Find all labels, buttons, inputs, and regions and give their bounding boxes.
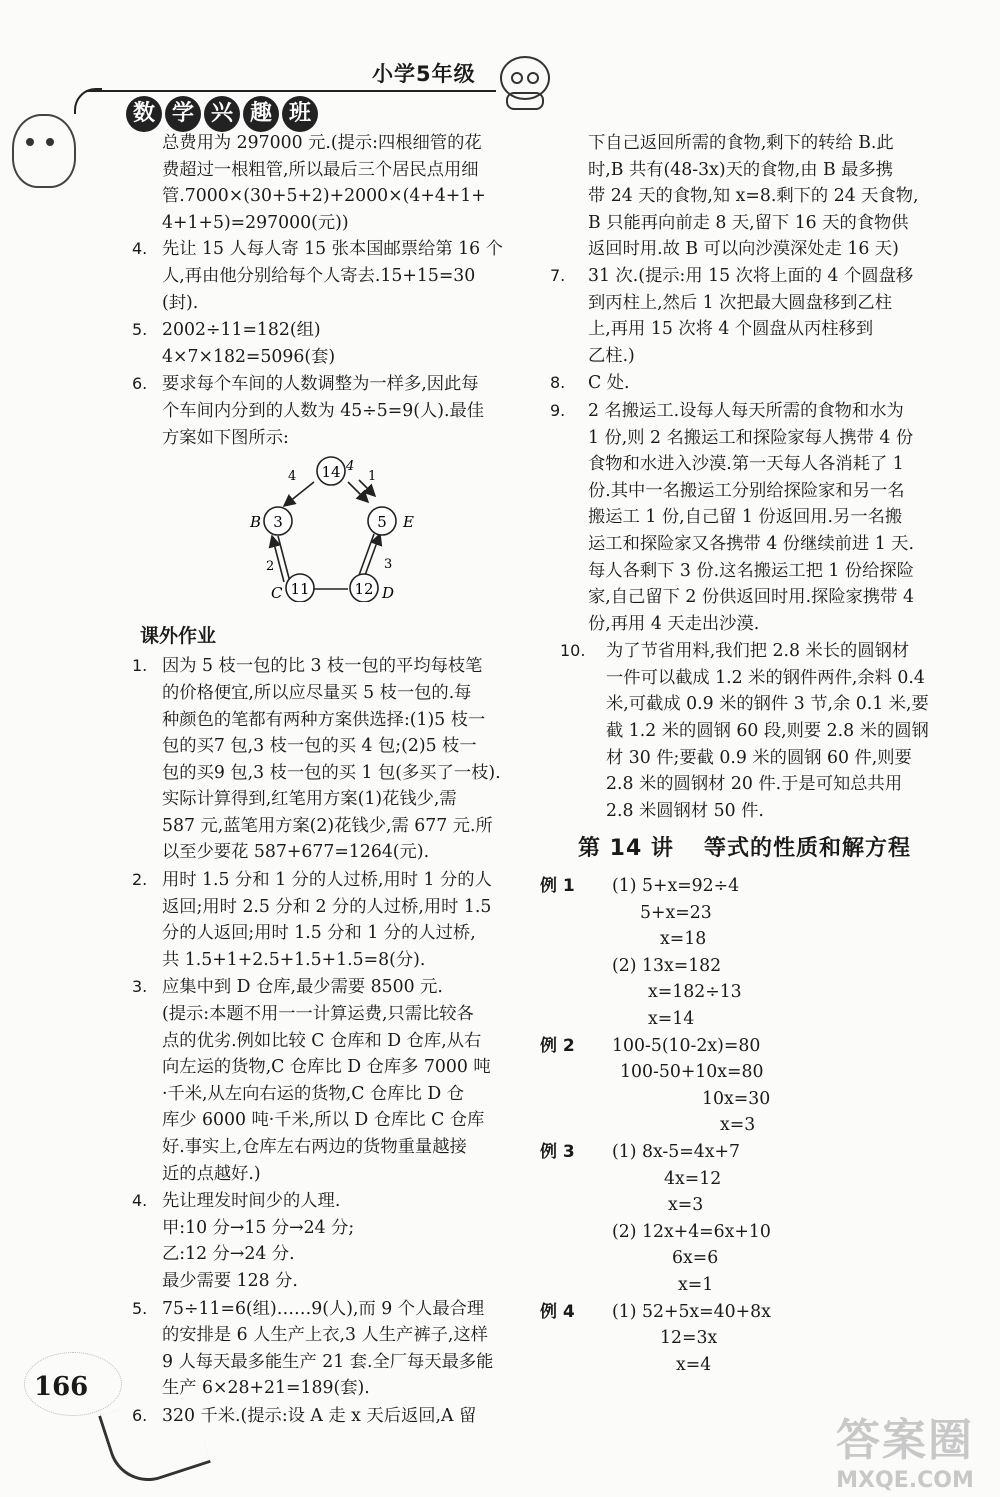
text-line: 好.事实上,仓库左右两边的货物重量越接 bbox=[162, 1137, 467, 1157]
equation-line: x=182÷13 bbox=[648, 982, 742, 1003]
lecture-heading bbox=[578, 836, 946, 863]
node-letter: E bbox=[403, 513, 414, 532]
page-number: 166 bbox=[34, 1372, 89, 1402]
item-number: 7. bbox=[550, 265, 566, 285]
item-number: 2. bbox=[132, 870, 148, 890]
example-label: 例 1 bbox=[540, 876, 575, 897]
text-line: 上,再用 15 次将 4 个圆盘从丙柱移到 bbox=[588, 319, 874, 340]
example-label: 例 2 bbox=[540, 1035, 575, 1056]
text-line: 2 名搬运工.设每人每天所需的食物和水为 bbox=[588, 400, 904, 421]
text-line: 种颜色的笔都有两种方案供选择:(1)5 枝一 bbox=[162, 709, 486, 730]
text-line: 4+1+5)=297000(元)) bbox=[162, 212, 349, 233]
edge-label: 2 bbox=[266, 559, 275, 575]
item-number: 5. bbox=[132, 320, 148, 340]
answer-item-4 bbox=[132, 236, 502, 316]
example-label: 例 4 bbox=[540, 1301, 575, 1322]
text-line: 管.7000×(30+5+2)+2000×(4+4+1+ bbox=[162, 186, 486, 207]
text-line: 75÷11=6(组)……9(人),而 9 个人最合理 bbox=[162, 1298, 485, 1319]
homework-item-4 bbox=[132, 1188, 502, 1294]
answer-item-9 bbox=[550, 398, 946, 637]
example-3 bbox=[540, 1139, 946, 1299]
text-line: 587 元,蓝笔用方案(2)花钱少,需 677 元.所 bbox=[162, 815, 493, 836]
equation-line: x=14 bbox=[648, 1009, 695, 1029]
equation-line: (1) 52+5x=40+8x bbox=[612, 1301, 771, 1322]
text-line: 用时 1.5 分和 1 分的人过桥,用时 1 分的人 bbox=[162, 870, 492, 891]
text-line: 份,再用 4 天走出沙漠. bbox=[588, 613, 760, 634]
watermark bbox=[820, 1404, 990, 1493]
item-number: 8. bbox=[550, 373, 566, 393]
text-line: 共 1.5+1+2.5+1.5+1.5=8(分). bbox=[162, 949, 426, 970]
item-number: 9. bbox=[550, 400, 566, 420]
equation-line: x=1 bbox=[678, 1274, 714, 1295]
equation-line: (1) 5+x=92÷4 bbox=[612, 876, 740, 897]
edge-label: 1 bbox=[368, 469, 377, 485]
equation-line: 12=3x bbox=[660, 1328, 718, 1349]
example-1 bbox=[540, 873, 946, 1033]
header-title bbox=[126, 96, 318, 132]
homework-item-1 bbox=[132, 653, 502, 866]
lecture-number: 第 14 讲 bbox=[578, 836, 674, 862]
cartoon-girl-icon bbox=[12, 114, 76, 188]
text-line: 的价格便宜,所以应尽量买 5 枝一包的.每 bbox=[162, 682, 472, 703]
equation-line: x=3 bbox=[720, 1115, 756, 1136]
text-line: 份.其中一名搬运工分别给探险家和另一名 bbox=[588, 480, 905, 501]
header-title-char: 数 bbox=[126, 96, 162, 132]
text-line: 生产 6×28+21=189(套). bbox=[162, 1378, 370, 1399]
text-line: 时,B 共有(48-3x)天的食物,由 B 最多携 bbox=[588, 159, 894, 180]
answer-item-8 bbox=[550, 370, 946, 397]
text-line: 的安排是 6 人生产上衣,3 人生产裤子,这样 bbox=[162, 1325, 488, 1346]
text-line: 截 1.2 米的圆钢 60 段,则要 2.8 米的圆钢 bbox=[606, 721, 929, 742]
equation-line: (2) 13x=182 bbox=[612, 955, 722, 976]
text-line: 9 人每天最多能生产 21 套.全厂每天最多能 bbox=[162, 1351, 494, 1372]
text-line: 乙柱.) bbox=[588, 345, 635, 366]
text-line: 搬运工 1 份,自己留 1 份返回用.另一名搬 bbox=[588, 507, 903, 528]
text-line: 返回时用.故 B 可以向沙漠深处走 16 天) bbox=[588, 239, 899, 260]
text-line: 乙:12 分→24 分. bbox=[162, 1244, 295, 1265]
section-title-homework: 课外作业 bbox=[140, 624, 217, 647]
text-line: 320 千米.(提示:设 A 走 x 天后返回,A 留 bbox=[162, 1405, 477, 1426]
text-line: 31 次.(提示:用 15 次将上面的 4 个圆盘移 bbox=[588, 265, 914, 286]
text-line: ·千米,从左向右运的货物,C 仓库比 D 仓 bbox=[162, 1083, 464, 1104]
text-line: (封). bbox=[162, 292, 199, 313]
text-line: 近的点越好.) bbox=[162, 1163, 261, 1184]
edge-label: 4 bbox=[288, 469, 297, 485]
homework-item-5 bbox=[132, 1296, 502, 1402]
node-value: 3 bbox=[273, 513, 283, 532]
text-line: C 处. bbox=[588, 373, 630, 394]
text-line: 包的买9 包,3 枝一包的买 1 包(多买了一枝). bbox=[162, 762, 501, 783]
item-number: 6. bbox=[132, 374, 148, 394]
edge-label: 3 bbox=[384, 557, 393, 573]
item-number: 3. bbox=[132, 977, 148, 997]
text-line: 最少需要 128 分. bbox=[162, 1270, 298, 1291]
continued-answer bbox=[132, 130, 502, 236]
node-value: 12 bbox=[354, 580, 374, 599]
text-line: 个车间内分到的人数为 45÷5=9(人).最佳 bbox=[162, 400, 485, 421]
item-number: 5. bbox=[132, 1298, 148, 1318]
text-line: 费超过一根粗管,所以最后三个居民点用细 bbox=[162, 159, 479, 180]
text-line: 2.8 米的圆钢材 20 件.于是可知总共用 bbox=[606, 774, 903, 795]
text-line: 以至少要花 587+677=1264(元). bbox=[162, 842, 430, 863]
watermark-url: MXQE.COM bbox=[836, 1468, 974, 1493]
answer-item-7 bbox=[550, 263, 946, 369]
homework-item-2 bbox=[132, 867, 502, 973]
text-line: 实际计算得到,红笔用方案(1)花钱少,需 bbox=[162, 789, 457, 810]
equation-line: x=3 bbox=[668, 1195, 704, 1216]
item-number: 4. bbox=[132, 1191, 148, 1211]
text-line: 方案如下图所示: bbox=[162, 427, 289, 448]
text-line: 先让 15 人每人寄 15 张本国邮票给第 16 个 bbox=[162, 239, 503, 260]
text-line: 运工和探险家又各携带 4 份继续前进 1 天. bbox=[588, 533, 914, 554]
node-value: 5 bbox=[377, 513, 387, 532]
text-line: (提示:本题不用一一计算运费,只需比较各 bbox=[162, 1004, 474, 1025]
lecture-title: 等式的性质和解方程 bbox=[703, 836, 911, 862]
equation-line: 4x=12 bbox=[664, 1168, 722, 1189]
text-line: B 只能再向前走 8 天,留下 16 天的食物供 bbox=[588, 212, 909, 233]
text-line: 到丙柱上,然后 1 次把最大圆盘移到乙柱 bbox=[588, 292, 892, 313]
item-number: 1. bbox=[132, 656, 148, 676]
text-line: 向左运的货物,C 仓库比 D 仓库多 7000 吨 bbox=[162, 1057, 491, 1078]
answer-item-10 bbox=[550, 638, 946, 824]
diagram-edge bbox=[278, 536, 290, 582]
left-column bbox=[132, 130, 502, 1431]
answer-item-5 bbox=[132, 317, 502, 370]
node-value: 11 bbox=[290, 580, 310, 599]
text-line: 2002÷11=182(组) bbox=[162, 320, 321, 341]
text-line: 家,自己留下 2 份供返回时用.探险家携带 4 bbox=[588, 587, 914, 608]
node-letter: C bbox=[271, 584, 283, 603]
header-title-char: 兴 bbox=[204, 96, 240, 132]
text-line: 返回;用时 2.5 分和 2 分的人过桥,用时 1.5 bbox=[162, 896, 492, 917]
equation-line: 5+x=23 bbox=[640, 902, 712, 923]
text-line: 米,可截成 0.9 米的钢件 3 节,余 0.1 米,要 bbox=[606, 694, 929, 715]
node-letter: D bbox=[382, 584, 395, 603]
text-line: 一件可以截成 1.2 米的钢件两件,余料 0.4 bbox=[606, 667, 925, 688]
text-line: 因为 5 枝一包的比 3 枝一包的平均每枝笔 bbox=[162, 656, 483, 677]
text-line: 总费用为 297000 元.(提示:四根细管的花 bbox=[162, 133, 482, 153]
right-column bbox=[540, 130, 946, 1378]
diagram-arrow bbox=[284, 482, 314, 506]
equation-line: (2) 12x+4=6x+10 bbox=[612, 1221, 771, 1242]
header-title-char: 趣 bbox=[243, 96, 279, 132]
equation-line: 6x=6 bbox=[672, 1248, 719, 1269]
text-line: 带 24 天的食物,知 x=8.剩下的 24 天食物, bbox=[588, 186, 919, 207]
text-line: 库少 6000 吨·千米,所以 D 仓库比 C 仓库 bbox=[162, 1110, 485, 1131]
text-line: 分的人返回;用时 1.5 分和 1 分的人过桥, bbox=[162, 923, 476, 944]
text-line: 应集中到 D 仓库,最少需要 8500 元. bbox=[162, 977, 443, 998]
equation-line: (1) 8x-5=4x+7 bbox=[612, 1141, 740, 1162]
text-line: 4×7×182=5096(套) bbox=[162, 346, 336, 367]
text-line: 先让理发时间少的人理. bbox=[162, 1191, 341, 1212]
equation-line: x=4 bbox=[676, 1354, 712, 1375]
text-line: 点的优劣.例如比较 C 仓库和 D 仓库,从右 bbox=[162, 1030, 482, 1051]
watermark-logo-text: 答案圈 bbox=[836, 1415, 974, 1466]
item-number: 10. bbox=[560, 641, 586, 661]
text-line: 食物和水进入沙漠.第一天每人各消耗了 1 bbox=[588, 454, 904, 475]
text-line: 为了节省用料,我们把 2.8 米长的圆钢材 bbox=[606, 641, 910, 662]
header-grade: 小学5年级 bbox=[372, 62, 476, 86]
text-line: 人,再由他分别给每个人寄去.15+15=30 bbox=[162, 265, 476, 286]
text-line: 甲:10 分→15 分→24 分; bbox=[162, 1217, 355, 1238]
equation-line: 100-5(10-2x)=80 bbox=[612, 1035, 761, 1056]
text-line: 下自己返回所需的食物,剩下的转给 B.此 bbox=[588, 133, 894, 153]
node-letter: B bbox=[250, 513, 262, 532]
item-number: 4. bbox=[132, 239, 148, 259]
text-line: 材 30 件;要截 0.9 米的圆钢 60 件,则要 bbox=[606, 747, 912, 768]
text-line: 包的买7 包,3 枝一包的买 4 包;(2)5 枝一 bbox=[162, 736, 477, 757]
header-rule bbox=[86, 90, 496, 92]
text-line: 1 份,则 2 名搬运工和探险家每人携带 4 份 bbox=[588, 427, 914, 448]
node-value: 14 bbox=[321, 463, 341, 482]
cartoon-glasses-icon bbox=[506, 92, 544, 110]
equation-line: 100-50+10x=80 bbox=[620, 1062, 764, 1083]
example-label: 例 3 bbox=[540, 1141, 575, 1162]
continued-answer bbox=[550, 130, 946, 263]
equation-line: x=18 bbox=[660, 929, 707, 950]
text-line: 要求每个车间的人数调整为一样多,因此每 bbox=[162, 374, 479, 395]
equation-line: 10x=30 bbox=[702, 1088, 771, 1109]
pentagon-diagram bbox=[132, 454, 502, 602]
example-2 bbox=[540, 1033, 946, 1139]
homework-item-3 bbox=[132, 974, 502, 1187]
item-number: 6. bbox=[132, 1405, 148, 1425]
text-line: 每人各剩下 3 份.这名搬运工把 1 份给探险 bbox=[588, 560, 914, 581]
example-4 bbox=[540, 1299, 946, 1379]
header-title-char: 学 bbox=[165, 96, 201, 132]
edge-label: 4 bbox=[346, 459, 355, 475]
text-line: 2.8 米圆钢材 50 件. bbox=[606, 800, 764, 821]
answer-item-6 bbox=[132, 371, 502, 451]
header-title-char: 班 bbox=[282, 96, 318, 132]
